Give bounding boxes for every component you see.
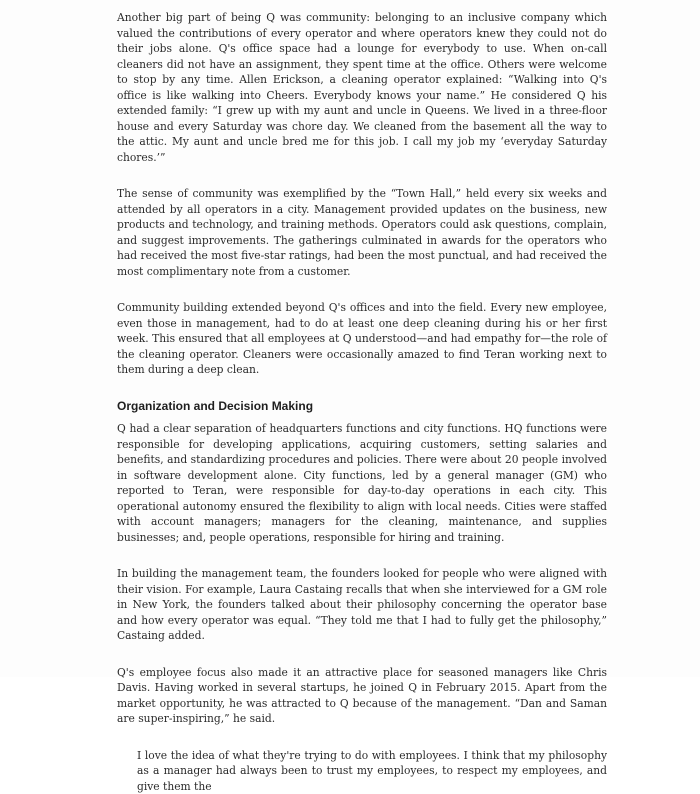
block-quote: I love the idea of what they're trying to do with employees. I think that my philosophy as a manager had always been to trust my employees, to respect my employees, and give them the (137, 748, 607, 794)
document-body (117, 10, 607, 794)
paragraph-town-hall: The sense of community was exemplified by the “Town Hall,” held every six weeks and attended by all operators in a city. Management provided updates on the business, new products and technology, and training methods. Operators could ask questions, complain, and suggest improvements. The gatherings culminated in awards for the operators who had received the most five-star ratings, had been the most punctual, and had received the most complimentary note from a customer. (117, 186, 607, 279)
paragraph-community-building: Community building extended beyond Q's offices and into the field. Every new employee, even those in management, had to do at least one deep cleaning during his or her first week. This ensured that all employees at Q understood—and had empathy for—the role of the cleaning operator. Cleaners were occasionally amazed to find Teran working next to them during a deep clean. (117, 300, 607, 378)
paragraph-hq-functions: Q had a clear separation of headquarters functions and city functions. HQ functions were responsible for developing applications, acquiring customers, setting salaries and benefits, and standardizing procedures and policies. There were about 20 people involved in software development alone. City functions, led by a general manager (GM) who reported to Teran, were responsible for day-to-day operations in each city. This operational autonomy ensured the flexibility to align with local needs. Cities were staffed with account managers; managers for the cleaning, maintenance, and supplies businesses; and, people operations, responsible for hiring and training. (117, 421, 607, 545)
paragraph-employee-focus: Q's employee focus also made it an attractive place for seasoned managers like Chris Davis. Having worked in several startups, he joined Q in February 2015. Apart from the market opportunity, he was attracted to Q because of the management. “Dan and Saman are super-inspiring,” he said. (117, 665, 607, 727)
paragraph-management-team: In building the management team, the founders looked for people who were aligned with their vision. For example, Laura Castaing recalls that when she interviewed for a GM role in New York, the founders talked about their philosophy concerning the operator base and how every operator was equal. “They told me that I had to fully get the philosophy,” Castaing added. (117, 566, 607, 644)
paragraph-community: Another big part of being Q was community: belonging to an inclusive company which valued the contributions of every operator and where operators knew they could not do their jobs alone. Q's office space had a lounge for everybody to use. When on-call cleaners did not have an assignment, they spent time at the office. Others were welcome to stop by any time. Allen Erickson, a cleaning operator explained: “Walking into Q's office is like walking into Cheers. Everybody knows your name.” He considered Q his extended family: “I grew up with my aunt and uncle in Queens. We lived in a three-floor house and every Saturday was chore day. We cleaned from the basement all the way to the attic. My aunt and uncle bred me for this job. I call my job my ‘everyday Saturday chores.’” (117, 10, 607, 165)
section-heading: Organization and Decision Making (117, 399, 607, 415)
